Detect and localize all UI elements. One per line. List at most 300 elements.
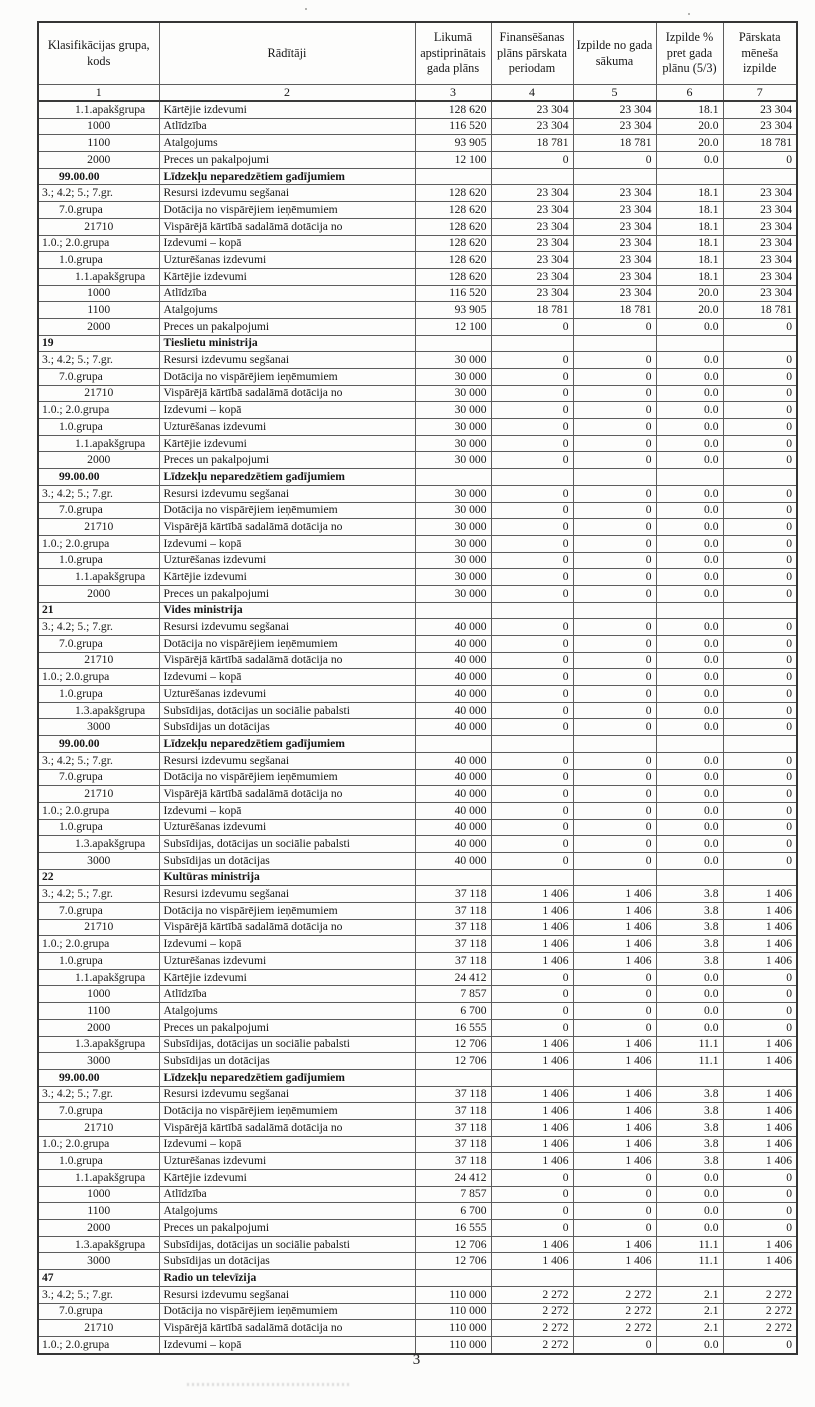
cell-execution-ytd: 0: [573, 369, 656, 386]
cell-month-execution: [723, 869, 797, 886]
cell-financing-plan: 23 304: [491, 185, 573, 202]
cell-annual-plan: 24 412: [415, 1170, 491, 1187]
cell-financing-plan: 0: [491, 986, 573, 1003]
cell-execution-ytd: [573, 335, 656, 352]
cell-financing-plan: 0: [491, 786, 573, 803]
cell-month-execution: 0: [723, 786, 797, 803]
cell-execution-ytd: 0: [573, 686, 656, 703]
table-row: [38, 1336, 797, 1353]
cell-indicator-label: Subsīdijas, dotācijas un sociālie pabalsti: [159, 836, 415, 853]
cell-financing-plan: 0: [491, 686, 573, 703]
cell-annual-plan: 30 000: [415, 502, 491, 519]
cell-execution-percent: 0.0: [656, 986, 723, 1003]
table-row: [38, 1236, 797, 1253]
cell-annual-plan: 12 100: [415, 318, 491, 335]
cell-classification-code: 7.0.grupa: [38, 769, 159, 786]
cell-annual-plan: 40 000: [415, 669, 491, 686]
table-row: [38, 752, 797, 769]
column-header-execution-percent: Izpilde % pret gada plānu (5/3): [656, 22, 723, 85]
cell-classification-code: 21: [38, 602, 159, 619]
cell-financing-plan: 1 406: [491, 1136, 573, 1153]
cell-financing-plan: 1 406: [491, 1103, 573, 1120]
cell-execution-percent: 0.0: [656, 369, 723, 386]
cell-annual-plan: 40 000: [415, 636, 491, 653]
cell-execution-percent: 20.0: [656, 285, 723, 302]
column-header-reporting-month: Pārskata mēneša izpilde: [723, 22, 797, 85]
cell-execution-ytd: 18 781: [573, 135, 656, 152]
cell-classification-code: 1100: [38, 1203, 159, 1220]
cell-classification-code: 3000: [38, 852, 159, 869]
cell-classification-code: 1.0.; 2.0.grupa: [38, 235, 159, 252]
cell-indicator-label: Kārtējie izdevumi: [159, 1170, 415, 1187]
section-header-row: [38, 736, 797, 753]
cell-financing-plan: 18 781: [491, 302, 573, 319]
cell-classification-code: 1.3.apakšgrupa: [38, 1236, 159, 1253]
cell-month-execution: 0: [723, 502, 797, 519]
cell-annual-plan: 128 620: [415, 202, 491, 219]
cell-execution-ytd: 1 406: [573, 1119, 656, 1136]
cell-indicator-label: Subsīdijas un dotācijas: [159, 1253, 415, 1270]
cell-month-execution: 1 406: [723, 1036, 797, 1053]
cell-indicator-label: Dotācija no vispārējiem ieņēmumiem: [159, 502, 415, 519]
cell-month-execution: 0: [723, 986, 797, 1003]
cell-classification-code: 1.3.apakšgrupa: [38, 1036, 159, 1053]
table-row: [38, 786, 797, 803]
cell-execution-ytd: 0: [573, 502, 656, 519]
column-number: 7: [723, 85, 797, 102]
cell-execution-percent: [656, 335, 723, 352]
table-row: [38, 652, 797, 669]
cell-execution-ytd: 23 304: [573, 101, 656, 118]
cell-annual-plan: 40 000: [415, 619, 491, 636]
cell-execution-percent: 0.0: [656, 152, 723, 169]
cell-classification-code: 1.0.grupa: [38, 686, 159, 703]
table-row: [38, 969, 797, 986]
cell-classification-code: 3000: [38, 1253, 159, 1270]
cell-execution-ytd: 0: [573, 152, 656, 169]
cell-month-execution: 0: [723, 802, 797, 819]
cell-classification-code: 1.0.; 2.0.grupa: [38, 936, 159, 953]
cell-month-execution: 0: [723, 585, 797, 602]
table-row: [38, 385, 797, 402]
cell-month-execution: 0: [723, 1186, 797, 1203]
cell-annual-plan: [415, 469, 491, 486]
cell-financing-plan: 0: [491, 1203, 573, 1220]
cell-annual-plan: 37 118: [415, 903, 491, 920]
column-number: 2: [159, 85, 415, 102]
cell-classification-code: 21710: [38, 385, 159, 402]
cell-financing-plan: 2 272: [491, 1303, 573, 1320]
cell-annual-plan: 40 000: [415, 836, 491, 853]
cell-classification-code: 1.1.apakšgrupa: [38, 969, 159, 986]
cell-classification-code: 21710: [38, 218, 159, 235]
cell-classification-code: 2000: [38, 152, 159, 169]
cell-execution-percent: [656, 736, 723, 753]
cell-month-execution: 0: [723, 485, 797, 502]
cell-classification-code: 19: [38, 335, 159, 352]
cell-indicator-label: Preces un pakalpojumi: [159, 1019, 415, 1036]
table-row: [38, 252, 797, 269]
cell-financing-plan: 2 272: [491, 1336, 573, 1353]
cell-financing-plan: 1 406: [491, 1253, 573, 1270]
cell-indicator-label: Līdzekļu neparedzētiem gadījumiem: [159, 736, 415, 753]
cell-execution-percent: 3.8: [656, 936, 723, 953]
cell-indicator-label: Atalgojums: [159, 135, 415, 152]
table-row: [38, 1170, 797, 1187]
cell-financing-plan: 0: [491, 485, 573, 502]
cell-month-execution: 0: [723, 669, 797, 686]
cell-classification-code: 1.0.; 2.0.grupa: [38, 802, 159, 819]
table-row: [38, 1103, 797, 1120]
cell-indicator-label: Tieslietu ministrija: [159, 335, 415, 352]
cell-execution-ytd: 0: [573, 752, 656, 769]
cell-financing-plan: 23 304: [491, 101, 573, 118]
section-header-row: [38, 335, 797, 352]
budget-execution-table: [37, 21, 798, 1355]
cell-indicator-label: Dotācija no vispārējiem ieņēmumiem: [159, 1103, 415, 1120]
cell-indicator-label: Uzturēšanas izdevumi: [159, 953, 415, 970]
cell-financing-plan: 0: [491, 669, 573, 686]
cell-indicator-label: Uzturēšanas izdevumi: [159, 419, 415, 436]
cell-classification-code: 7.0.grupa: [38, 636, 159, 653]
cell-month-execution: 0: [723, 519, 797, 536]
cell-execution-ytd: 0: [573, 1203, 656, 1220]
cell-month-execution: 23 304: [723, 285, 797, 302]
cell-classification-code: 2000: [38, 585, 159, 602]
cell-month-execution: 23 304: [723, 101, 797, 118]
cell-month-execution: 1 406: [723, 1253, 797, 1270]
cell-financing-plan: [491, 736, 573, 753]
table-row: [38, 235, 797, 252]
cell-financing-plan: 0: [491, 369, 573, 386]
cell-execution-percent: 18.1: [656, 252, 723, 269]
cell-annual-plan: 7 857: [415, 986, 491, 1003]
cell-financing-plan: 0: [491, 619, 573, 636]
cell-classification-code: 99.00.00: [38, 736, 159, 753]
cell-execution-ytd: 23 304: [573, 218, 656, 235]
cell-execution-ytd: 2 272: [573, 1303, 656, 1320]
cell-execution-percent: 18.1: [656, 202, 723, 219]
cell-annual-plan: 40 000: [415, 769, 491, 786]
cell-execution-percent: 0.0: [656, 702, 723, 719]
cell-execution-ytd: 1 406: [573, 1236, 656, 1253]
cell-classification-code: 1100: [38, 135, 159, 152]
cell-annual-plan: 6 700: [415, 1003, 491, 1020]
cell-financing-plan: 1 406: [491, 1119, 573, 1136]
cell-execution-percent: 3.8: [656, 1086, 723, 1103]
table-row: [38, 202, 797, 219]
cell-indicator-label: Dotācija no vispārējiem ieņēmumiem: [159, 202, 415, 219]
cell-execution-ytd: 1 406: [573, 1053, 656, 1070]
cell-classification-code: 7.0.grupa: [38, 1103, 159, 1120]
table-row: [38, 552, 797, 569]
cell-financing-plan: [491, 602, 573, 619]
cell-financing-plan: [491, 469, 573, 486]
cell-annual-plan: 12 100: [415, 152, 491, 169]
cell-month-execution: 1 406: [723, 1153, 797, 1170]
cell-classification-code: 1100: [38, 302, 159, 319]
cell-indicator-label: Izdevumi – kopā: [159, 802, 415, 819]
cell-execution-ytd: 1 406: [573, 936, 656, 953]
cell-financing-plan: 23 304: [491, 285, 573, 302]
cell-annual-plan: [415, 736, 491, 753]
cell-annual-plan: 37 118: [415, 1136, 491, 1153]
cell-annual-plan: 110 000: [415, 1336, 491, 1353]
cell-annual-plan: 93 905: [415, 135, 491, 152]
table-row: [38, 435, 797, 452]
cell-financing-plan: 1 406: [491, 936, 573, 953]
cell-execution-ytd: 0: [573, 419, 656, 436]
cell-classification-code: 21710: [38, 1119, 159, 1136]
cell-indicator-label: Izdevumi – kopā: [159, 936, 415, 953]
cell-execution-percent: 0.0: [656, 318, 723, 335]
table-row: [38, 1153, 797, 1170]
cell-month-execution: [723, 1069, 797, 1086]
cell-month-execution: [723, 168, 797, 185]
cell-month-execution: 0: [723, 836, 797, 853]
cell-indicator-label: Preces un pakalpojumi: [159, 152, 415, 169]
table-row: [38, 1053, 797, 1070]
cell-indicator-label: Vides ministrija: [159, 602, 415, 619]
cell-indicator-label: Subsīdijas un dotācijas: [159, 719, 415, 736]
cell-financing-plan: 0: [491, 752, 573, 769]
cell-annual-plan: 30 000: [415, 569, 491, 586]
cell-execution-ytd: 23 304: [573, 202, 656, 219]
cell-execution-ytd: 0: [573, 1336, 656, 1353]
table-row: [38, 936, 797, 953]
cell-execution-ytd: 0: [573, 519, 656, 536]
cell-execution-percent: 0.0: [656, 1203, 723, 1220]
table-row: [38, 268, 797, 285]
cell-financing-plan: 0: [491, 719, 573, 736]
cell-execution-percent: 0.0: [656, 402, 723, 419]
cell-classification-code: 21710: [38, 919, 159, 936]
cell-month-execution: 0: [723, 352, 797, 369]
cell-classification-code: 22: [38, 869, 159, 886]
cell-financing-plan: 0: [491, 969, 573, 986]
table-row: [38, 953, 797, 970]
cell-indicator-label: Uzturēšanas izdevumi: [159, 686, 415, 703]
cell-execution-percent: [656, 469, 723, 486]
cell-financing-plan: 23 304: [491, 268, 573, 285]
cell-month-execution: 2 272: [723, 1320, 797, 1337]
table-row: [38, 585, 797, 602]
cell-execution-percent: 0.0: [656, 1186, 723, 1203]
cell-month-execution: 23 304: [723, 185, 797, 202]
cell-classification-code: 99.00.00: [38, 1069, 159, 1086]
cell-execution-ytd: 23 304: [573, 118, 656, 135]
cell-classification-code: 1.1.apakšgrupa: [38, 435, 159, 452]
cell-classification-code: 1.0.grupa: [38, 1153, 159, 1170]
cell-financing-plan: 0: [491, 452, 573, 469]
cell-execution-percent: 3.8: [656, 1119, 723, 1136]
cell-month-execution: 23 304: [723, 252, 797, 269]
cell-indicator-label: Resursi izdevumu segšanai: [159, 1286, 415, 1303]
cell-annual-plan: 128 620: [415, 218, 491, 235]
table-row: [38, 285, 797, 302]
cell-execution-percent: 0.0: [656, 836, 723, 853]
cell-month-execution: 1 406: [723, 953, 797, 970]
cell-indicator-label: Kārtējie izdevumi: [159, 435, 415, 452]
cell-annual-plan: 40 000: [415, 752, 491, 769]
cell-annual-plan: 40 000: [415, 686, 491, 703]
cell-execution-percent: 0.0: [656, 485, 723, 502]
cell-annual-plan: 7 857: [415, 1186, 491, 1203]
cell-indicator-label: Radio un televīzija: [159, 1270, 415, 1287]
cell-execution-percent: 0.0: [656, 419, 723, 436]
cell-execution-percent: [656, 1069, 723, 1086]
cell-execution-percent: 3.8: [656, 1136, 723, 1153]
cell-indicator-label: Kārtējie izdevumi: [159, 268, 415, 285]
table-row: [38, 669, 797, 686]
cell-classification-code: 3.; 4.2; 5.; 7.gr.: [38, 185, 159, 202]
cell-indicator-label: Uzturēšanas izdevumi: [159, 1153, 415, 1170]
column-header-financing-plan: Finansēšanas plāns pārskata periodam: [491, 22, 573, 85]
table-row: [38, 1186, 797, 1203]
section-header-row: [38, 602, 797, 619]
cell-indicator-label: Dotācija no vispārējiem ieņēmumiem: [159, 903, 415, 920]
cell-financing-plan: 0: [491, 402, 573, 419]
cell-financing-plan: 0: [491, 819, 573, 836]
cell-annual-plan: 30 000: [415, 385, 491, 402]
cell-execution-percent: 0.0: [656, 385, 723, 402]
cell-execution-percent: 11.1: [656, 1236, 723, 1253]
cell-month-execution: 0: [723, 1170, 797, 1187]
cell-execution-percent: 3.8: [656, 886, 723, 903]
scan-smudge: [187, 1383, 352, 1386]
cell-classification-code: 1.3.apakšgrupa: [38, 702, 159, 719]
table-row: [38, 1003, 797, 1020]
cell-classification-code: 3000: [38, 719, 159, 736]
cell-financing-plan: [491, 1069, 573, 1086]
cell-execution-ytd: 0: [573, 452, 656, 469]
cell-indicator-label: Vispārējā kārtībā sadalāmā dotācija no: [159, 218, 415, 235]
cell-financing-plan: 0: [491, 519, 573, 536]
column-header-execution-since-year-start: Izpilde no gada sākuma: [573, 22, 656, 85]
cell-indicator-label: Resursi izdevumu segšanai: [159, 185, 415, 202]
cell-indicator-label: Dotācija no vispārējiem ieņēmumiem: [159, 636, 415, 653]
cell-execution-percent: 0.0: [656, 452, 723, 469]
cell-execution-percent: 18.1: [656, 101, 723, 118]
column-number: 1: [38, 85, 159, 102]
cell-classification-code: 1.3.apakšgrupa: [38, 836, 159, 853]
cell-execution-percent: 0.0: [656, 786, 723, 803]
cell-financing-plan: 1 406: [491, 919, 573, 936]
cell-financing-plan: 1 406: [491, 1036, 573, 1053]
cell-month-execution: 2 272: [723, 1303, 797, 1320]
cell-indicator-label: Subsīdijas un dotācijas: [159, 1053, 415, 1070]
table-row: [38, 101, 797, 118]
cell-indicator-label: Kultūras ministrija: [159, 869, 415, 886]
cell-execution-ytd: 0: [573, 719, 656, 736]
cell-indicator-label: Izdevumi – kopā: [159, 402, 415, 419]
cell-month-execution: 0: [723, 1336, 797, 1353]
cell-annual-plan: 110 000: [415, 1320, 491, 1337]
cell-financing-plan: 2 272: [491, 1320, 573, 1337]
cell-execution-ytd: 0: [573, 485, 656, 502]
table-row: [38, 903, 797, 920]
cell-execution-percent: 0.0: [656, 769, 723, 786]
cell-annual-plan: 128 620: [415, 101, 491, 118]
cell-indicator-label: Atalgojums: [159, 302, 415, 319]
scan-speck: [688, 13, 690, 15]
cell-execution-percent: [656, 1270, 723, 1287]
cell-annual-plan: [415, 168, 491, 185]
cell-annual-plan: 6 700: [415, 1203, 491, 1220]
cell-annual-plan: 40 000: [415, 819, 491, 836]
cell-execution-ytd: 0: [573, 435, 656, 452]
cell-execution-percent: 0.0: [656, 519, 723, 536]
cell-annual-plan: 37 118: [415, 953, 491, 970]
table-row: [38, 636, 797, 653]
cell-month-execution: 1 406: [723, 903, 797, 920]
cell-classification-code: 21710: [38, 786, 159, 803]
section-header-row: [38, 469, 797, 486]
cell-execution-ytd: [573, 469, 656, 486]
table-row: [38, 1036, 797, 1053]
cell-month-execution: 2 272: [723, 1286, 797, 1303]
cell-month-execution: 0: [723, 752, 797, 769]
scan-speck: [305, 8, 307, 10]
cell-annual-plan: [415, 1270, 491, 1287]
cell-classification-code: 1.0.grupa: [38, 419, 159, 436]
cell-classification-code: 1.0.; 2.0.grupa: [38, 402, 159, 419]
cell-month-execution: 1 406: [723, 936, 797, 953]
cell-annual-plan: 12 706: [415, 1253, 491, 1270]
cell-month-execution: 0: [723, 385, 797, 402]
cell-execution-percent: 2.1: [656, 1303, 723, 1320]
cell-financing-plan: 23 304: [491, 218, 573, 235]
cell-month-execution: 0: [723, 719, 797, 736]
table-row: [38, 686, 797, 703]
table-row: [38, 569, 797, 586]
cell-classification-code: 2000: [38, 452, 159, 469]
cell-execution-ytd: 1 406: [573, 1136, 656, 1153]
cell-classification-code: 1.0.grupa: [38, 819, 159, 836]
section-header-row: [38, 869, 797, 886]
cell-execution-percent: 0.0: [656, 535, 723, 552]
cell-annual-plan: 116 520: [415, 118, 491, 135]
cell-financing-plan: 0: [491, 552, 573, 569]
cell-annual-plan: 30 000: [415, 519, 491, 536]
cell-execution-ytd: 0: [573, 318, 656, 335]
cell-classification-code: 3.; 4.2; 5.; 7.gr.: [38, 352, 159, 369]
cell-execution-percent: 0.0: [656, 435, 723, 452]
cell-month-execution: 0: [723, 1019, 797, 1036]
cell-execution-ytd: 1 406: [573, 903, 656, 920]
cell-annual-plan: 37 118: [415, 919, 491, 936]
cell-annual-plan: 16 555: [415, 1220, 491, 1237]
cell-financing-plan: 0: [491, 1220, 573, 1237]
cell-annual-plan: 12 706: [415, 1236, 491, 1253]
cell-execution-percent: [656, 869, 723, 886]
cell-month-execution: 0: [723, 419, 797, 436]
cell-execution-percent: 0.0: [656, 1170, 723, 1187]
cell-indicator-label: Atlīdzība: [159, 1186, 415, 1203]
cell-execution-ytd: 0: [573, 702, 656, 719]
cell-classification-code: 3.; 4.2; 5.; 7.gr.: [38, 1086, 159, 1103]
cell-execution-ytd: [573, 869, 656, 886]
cell-month-execution: 23 304: [723, 268, 797, 285]
cell-financing-plan: 18 781: [491, 135, 573, 152]
table-row: [38, 1203, 797, 1220]
cell-month-execution: 0: [723, 636, 797, 653]
table-row: [38, 218, 797, 235]
cell-execution-percent: 11.1: [656, 1053, 723, 1070]
cell-execution-ytd: 1 406: [573, 1153, 656, 1170]
cell-classification-code: 3.; 4.2; 5.; 7.gr.: [38, 886, 159, 903]
cell-month-execution: 23 304: [723, 218, 797, 235]
